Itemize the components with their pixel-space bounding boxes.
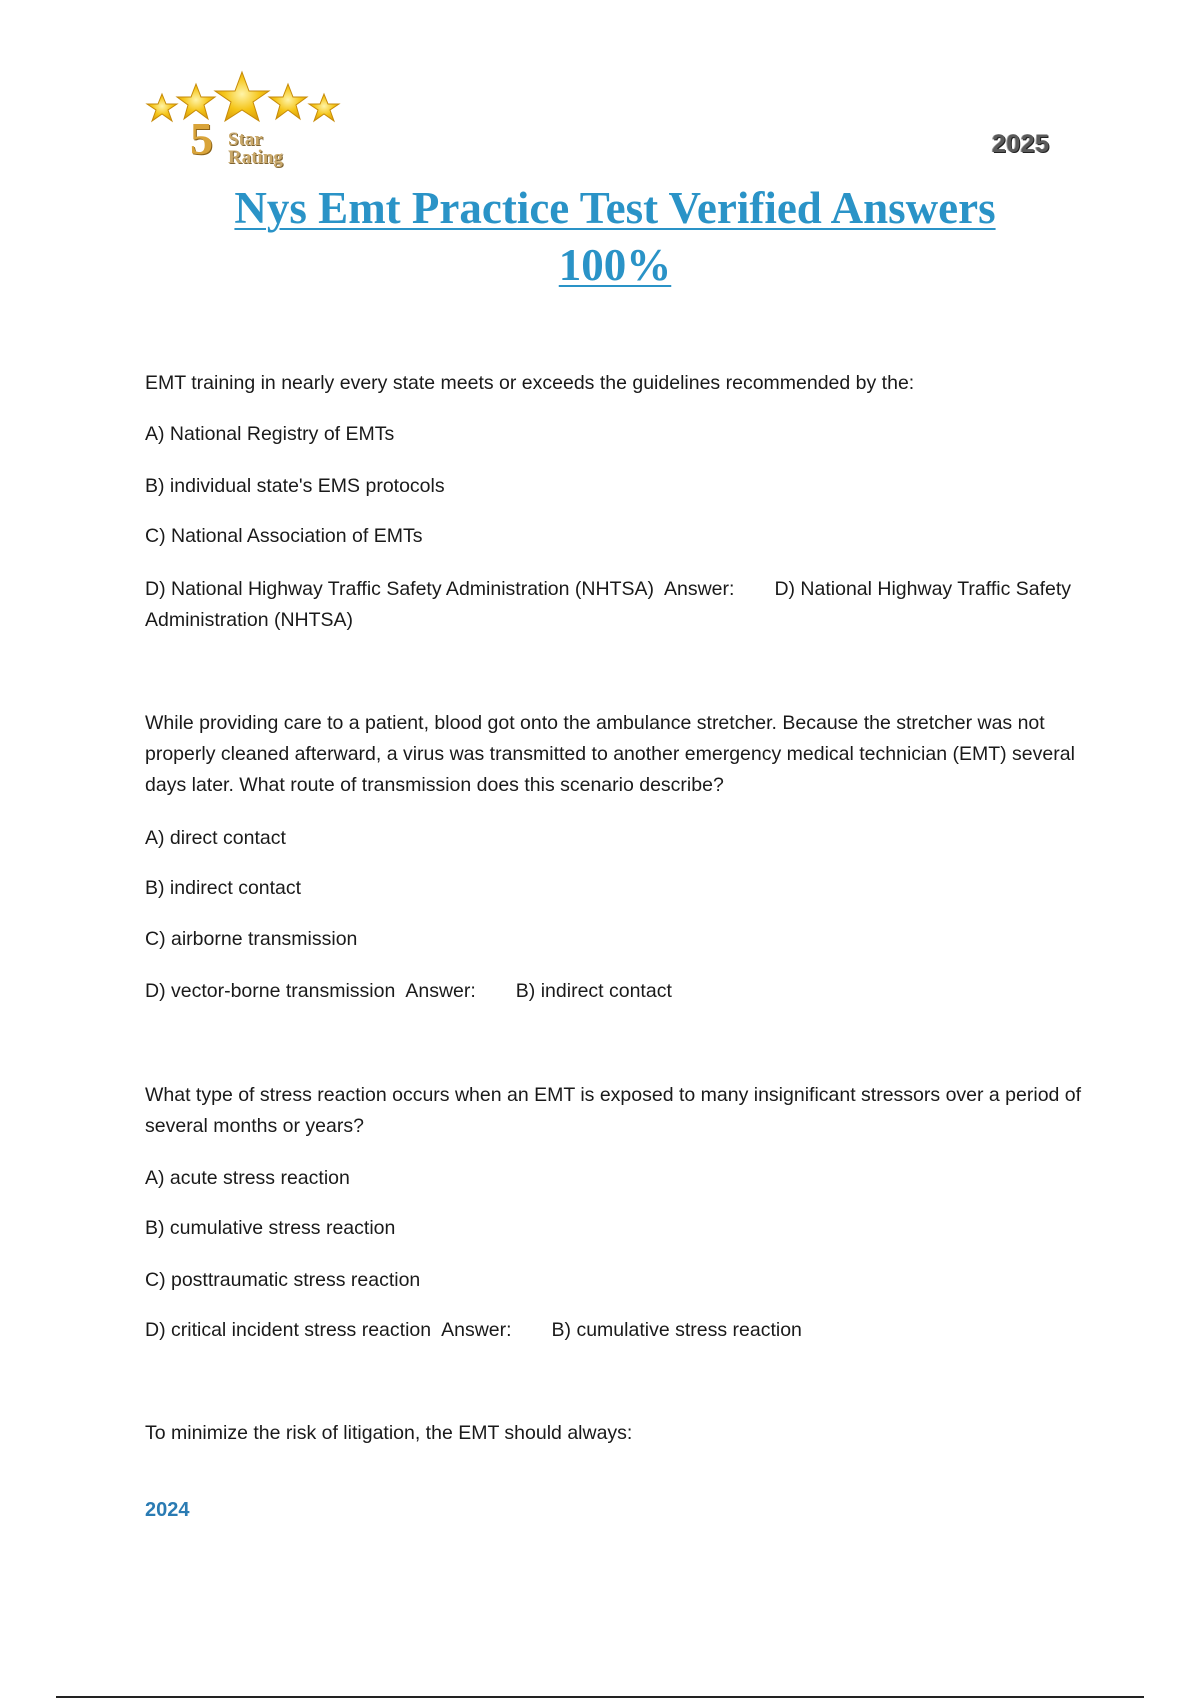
five-star-rating-logo [144, 70, 358, 170]
five-stars-icon [144, 70, 358, 130]
answer-value: D) National Highway Traffic Safety Administration (NHTSA) [145, 578, 1072, 631]
question-2-option-a: A) direct contact [145, 827, 286, 849]
logo-star-text: Star [228, 129, 263, 150]
question-3-option-d [145, 1315, 1085, 1346]
question-3-option-a: A) acute stress reaction [145, 1167, 350, 1189]
answer-label: Answer: [663, 578, 735, 600]
title-line-2: 100% [558, 240, 672, 290]
option-text: D) vector-borne transmission [145, 980, 396, 1002]
option-text: D) National Highway Traffic Safety Administration (NHTSA) [145, 578, 654, 600]
document-title [150, 180, 1080, 294]
answer-value: B) cumulative stress reaction [551, 1319, 802, 1341]
year-badge: 2025 [992, 130, 1050, 158]
question-1-option-a: A) National Registry of EMTs [145, 423, 395, 445]
question-3-prompt: What type of stress reaction occurs when an EMT is exposed to many insignificant stressors over a period of several months or years? [145, 1084, 1082, 1137]
question-2-prompt: While providing care to a patient, blood got onto the ambulance stretcher. Because the stretcher was not properly cleaned afterward, a virus was transmitted to another emergency medical technician (EMT) several days later. What route of transmission does this scenario describe? [145, 712, 1075, 796]
question-4-prompt: To minimize the risk of litigation, the EMT should always: [145, 1422, 633, 1444]
footer-divider [56, 1696, 1144, 1698]
question-3-option-c: C) posttraumatic stress reaction [145, 1269, 421, 1291]
question-3-option-b: B) cumulative stress reaction [145, 1217, 396, 1239]
question-1-option-c: C) National Association of EMTs [145, 525, 423, 547]
title-line-1: Nys Emt Practice Test Verified Answers [234, 183, 996, 233]
logo-rating-text: Rating [228, 147, 283, 168]
question-1-option-b: B) individual state's EMS protocols [145, 475, 445, 497]
answer-value: B) indirect contact [515, 980, 672, 1002]
question-2-option-c: C) airborne transmission [145, 928, 358, 950]
footer-year: 2024 [145, 1499, 190, 1521]
answer-label: Answer: [405, 980, 476, 1002]
question-2-option-b: B) indirect contact [145, 877, 302, 899]
question-2-option-d [145, 976, 1085, 1007]
answer-label: Answer: [441, 1319, 512, 1341]
option-text: D) critical incident stress reaction [145, 1319, 432, 1341]
question-1-prompt: EMT training in nearly every state meets or exceeds the guidelines recommended by the: [145, 372, 915, 394]
logo-numeral: 5 [190, 113, 213, 164]
question-1-option-d [145, 574, 1085, 636]
